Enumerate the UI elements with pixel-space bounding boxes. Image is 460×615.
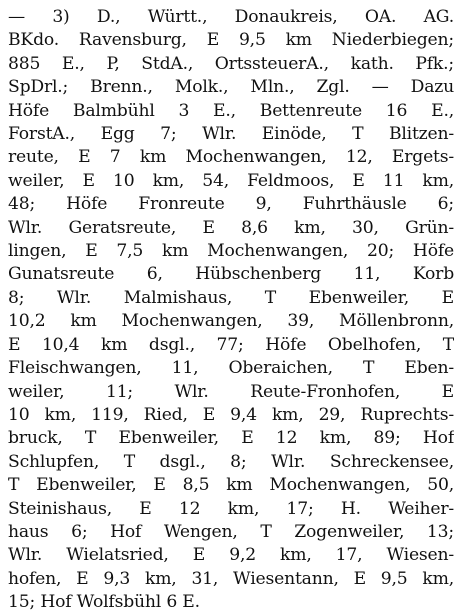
text-line: Höfe Balmbühl 3 E., Bettenreute 16 E., xyxy=(8,100,454,121)
text-line: Schlupfen, T dsgl., 8; Wlr. Schreckensee, xyxy=(8,451,454,472)
text-line: 885 E., P, StdA., OrtssteuerA., kath. Pfk.; xyxy=(8,53,454,74)
text-line: 8; Wlr. Malmishaus, T Ebenweiler, E xyxy=(8,287,454,308)
text-line: — 3) D., Württ., Donaukreis, OA. AG. xyxy=(8,7,454,27)
text-line: bruck, T Ebenweiler, E 12 km, 89; Hof xyxy=(8,428,454,449)
text-line: E 10,4 km dsgl., 77; Höfe Obelhofen, T xyxy=(8,334,454,355)
entry-text xyxy=(8,6,454,615)
text-line: Wlr. Geratsreute, E 8,6 km, 30, Grün- xyxy=(8,217,454,238)
text-line: SpDrl.; Brenn., Molk., Mln., Zgl. — Dazu xyxy=(8,77,454,98)
text-line: Steinishaus, E 12 km, 17; H. Weiher- xyxy=(8,498,454,519)
text-line: 48; Höfe Fronreute 9, Fuhrthäusle 6; xyxy=(8,194,454,215)
text-line: BKdo. Ravensburg, E 9,5 km Niederbiegen; xyxy=(8,30,454,51)
text-line: 10 km, 119, Ried, E 9,4 km, 29, Ruprechts- xyxy=(8,404,454,425)
text-line: Wlr. Wielatsried, E 9,2 km, 17, Wiesen- xyxy=(8,545,454,566)
text-line: 10,2 km Mochenwangen, 39, Möllenbronn, xyxy=(8,311,454,332)
text-line: T Ebenweiler, E 8,5 km Mochenwangen, 50, xyxy=(8,475,454,496)
text-line: weiler, 11; Wlr. Reute-Fronhofen, E xyxy=(8,381,454,402)
text-line: hofen, E 9,3 km, 31, Wiesentann, E 9,5 km, xyxy=(8,568,454,589)
text-line: 15; Hof Wolfsbühl 6 E. xyxy=(8,592,200,613)
text-line: Gunatsreute 6, Hübschenberg 11, Korb xyxy=(8,264,454,285)
text-line: Fleischwangen, 11, Oberaichen, T Eben- xyxy=(8,358,454,379)
text-line: weiler, E 10 km, 54, Feldmoos, E 11 km, xyxy=(8,170,454,191)
text-line: ForstA., Egg 7; Wlr. Einöde, T Blitzen- xyxy=(8,124,454,145)
text-line: reute, E 7 km Mochenwangen, 12, Ergets- xyxy=(8,147,454,168)
text-line: lingen, E 7,5 km Mochenwangen, 20; Höfe xyxy=(8,241,454,262)
text-line: haus 6; Hof Wengen, T Zogenweiler, 13; xyxy=(8,521,454,542)
